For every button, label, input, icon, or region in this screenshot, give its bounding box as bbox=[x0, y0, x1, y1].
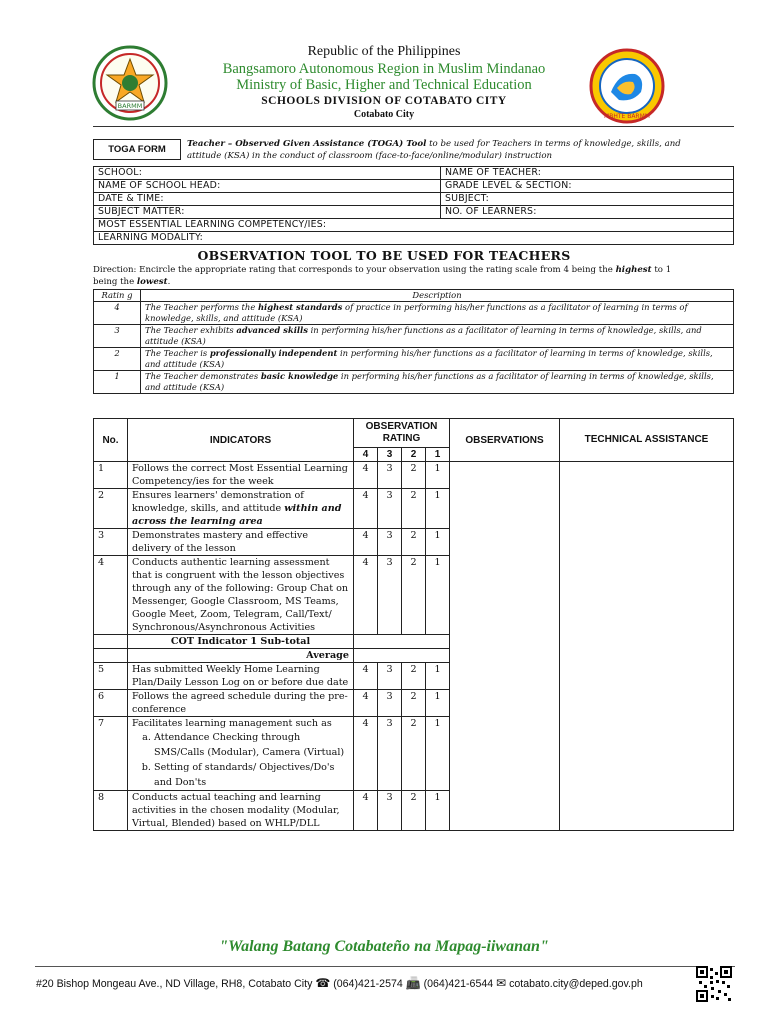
indicator-text-plain: Facilitates learning management such as bbox=[132, 718, 332, 729]
rating-desc-c: in performing his/her functions as a facilitator of learning in terms of knowledge, skills, and attitude (KSA) bbox=[145, 348, 713, 369]
rating-description bbox=[141, 325, 734, 348]
toga-description bbox=[187, 138, 697, 162]
header-republic: Republic of the Philippines bbox=[307, 44, 461, 59]
header-ministry: Ministry of Basic, Higher and Technical Education bbox=[236, 77, 532, 93]
rating-option-4[interactable]: 4 bbox=[354, 663, 378, 690]
info-subject-matter[interactable]: SUBJECT MATTER: bbox=[94, 206, 441, 219]
info-learners[interactable]: NO. OF LEARNERS: bbox=[441, 206, 734, 219]
rating-desc-b: professionally independent bbox=[209, 348, 338, 358]
rating-desc-a: The Teacher performs the bbox=[145, 302, 258, 312]
rating-option-1[interactable]: 1 bbox=[426, 717, 450, 791]
average-value[interactable] bbox=[354, 649, 450, 663]
footer-contact bbox=[36, 976, 696, 990]
indicator-text: Follows the agreed schedule during the pre-conference bbox=[128, 690, 354, 717]
rating-option-4[interactable]: 4 bbox=[354, 529, 378, 556]
indicator-text-emphasis: within and across the learning area bbox=[132, 503, 342, 527]
direction-text bbox=[93, 264, 693, 288]
info-row bbox=[94, 167, 734, 180]
qr-code-icon[interactable] bbox=[696, 966, 732, 1002]
direction-lowest: lowest bbox=[136, 277, 168, 287]
email-icon: ✉ bbox=[496, 976, 507, 990]
rating-option-1[interactable]: 1 bbox=[426, 462, 450, 489]
rating-header: Ratin g bbox=[94, 290, 141, 302]
technical-assistance-cell[interactable] bbox=[560, 462, 734, 831]
rating-option-2[interactable]: 2 bbox=[402, 556, 426, 635]
rating-description bbox=[141, 302, 734, 325]
info-school-head[interactable]: NAME OF SCHOOL HEAD: bbox=[94, 180, 441, 193]
info-row bbox=[94, 219, 734, 232]
rating-option-2[interactable]: 2 bbox=[402, 690, 426, 717]
footer-address: #20 Bishop Mongeau Ave., ND Village, RH8, Cotabato City bbox=[36, 978, 313, 990]
rating-option-1[interactable]: 1 bbox=[426, 529, 450, 556]
rating-option-4[interactable]: 4 bbox=[354, 791, 378, 831]
footer-email[interactable]: cotabato.city@deped.gov.ph bbox=[509, 978, 643, 990]
rating-option-4[interactable]: 4 bbox=[354, 690, 378, 717]
rating-desc-c: of practice in performing his/her functions as a facilitator of learning in terms of knowledge, skills, and attitude (KSA) bbox=[145, 302, 688, 323]
rating-option-2[interactable]: 2 bbox=[402, 489, 426, 529]
header-region: Bangsamoro Autonomous Region in Muslim Mindanao bbox=[222, 61, 546, 77]
info-school[interactable]: SCHOOL: bbox=[94, 167, 441, 180]
row-number: 2 bbox=[94, 489, 128, 529]
observation-tool-title: OBSERVATION TOOL TO BE USED FOR TEACHERS bbox=[197, 248, 571, 263]
rating-description bbox=[141, 348, 734, 371]
rating-option-2[interactable]: 2 bbox=[402, 462, 426, 489]
rating-desc-c: in performing his/her functions as a facilitator of learning in terms of knowledge, skills, and attitude (KSA) bbox=[145, 371, 714, 392]
info-row bbox=[94, 206, 734, 219]
rating-option-2[interactable]: 2 bbox=[402, 663, 426, 690]
rating-desc-b: advanced skills bbox=[236, 325, 308, 335]
col-observation-rating: OBSERVATION RATING bbox=[354, 419, 450, 448]
subtotal-value[interactable] bbox=[354, 635, 450, 649]
rating-desc-a: The Teacher exhibits bbox=[145, 325, 237, 335]
rating-option-1[interactable]: 1 bbox=[426, 690, 450, 717]
rating-desc-c: in performing his/her functions as a facilitator of learning in terms of knowledge, skills, and attitude (KSA) bbox=[145, 325, 702, 346]
rating-option-2[interactable]: 2 bbox=[402, 529, 426, 556]
col-technical-assistance: TECHNICAL ASSISTANCE bbox=[560, 419, 734, 462]
telephone-icon: ☎ bbox=[315, 976, 331, 990]
rating-option-2[interactable]: 2 bbox=[402, 791, 426, 831]
header-divider bbox=[93, 126, 734, 127]
row-number: 1 bbox=[94, 462, 128, 489]
description-header: Description bbox=[141, 290, 734, 302]
info-row bbox=[94, 180, 734, 193]
table-header-row bbox=[94, 419, 734, 448]
rating-desc-b: basic knowledge bbox=[260, 371, 339, 381]
info-row bbox=[94, 193, 734, 206]
row-number: 3 bbox=[94, 529, 128, 556]
rating-option-1[interactable]: 1 bbox=[426, 663, 450, 690]
rating-option-4[interactable]: 4 bbox=[354, 556, 378, 635]
indicator-text: Follows the correct Most Essential Learning Competency/ies for the week bbox=[128, 462, 354, 489]
row-number: 8 bbox=[94, 791, 128, 831]
rating-option-4[interactable]: 4 bbox=[354, 489, 378, 529]
right-seal-text: MBHTE BARMM bbox=[604, 113, 650, 120]
scale-3: 3 bbox=[378, 448, 402, 462]
rating-option-4[interactable]: 4 bbox=[354, 717, 378, 791]
toga-desc-bold: Teacher – Observed Given Assistance (TOGA) Tool bbox=[187, 139, 427, 149]
teacher-info-table bbox=[93, 166, 734, 245]
toga-form-label: TOGA FORM bbox=[93, 139, 181, 160]
row-number: 4 bbox=[94, 556, 128, 635]
scale-2: 2 bbox=[402, 448, 426, 462]
rating-option-3[interactable]: 3 bbox=[378, 489, 402, 529]
row-number: 6 bbox=[94, 690, 128, 717]
rating-option-4[interactable]: 4 bbox=[354, 462, 378, 489]
list-item: b. Setting of standards/ Objectives/Do's and Don'ts bbox=[154, 760, 349, 790]
rating-desc-b: highest standards bbox=[257, 302, 343, 312]
rating-scale-table bbox=[93, 289, 734, 394]
footer-divider bbox=[35, 966, 735, 967]
list-item: a. Attendance Checking through SMS/Calls (Modular), Camera (Virtual) bbox=[154, 730, 349, 760]
indicator-text: Conducts actual teaching and learning activities in the chosen modality (Modular, Virtual, Blended) based on WHLP/DLL bbox=[128, 791, 354, 831]
col-observations: OBSERVATIONS bbox=[450, 419, 560, 462]
rating-value: 3 bbox=[94, 325, 141, 348]
indicator-sublist bbox=[132, 730, 349, 790]
rating-header-row bbox=[94, 290, 734, 302]
fax-icon: 📠 bbox=[405, 976, 421, 990]
rating-row bbox=[94, 348, 734, 371]
rating-option-3[interactable]: 3 bbox=[378, 529, 402, 556]
rating-option-1[interactable]: 1 bbox=[426, 556, 450, 635]
subtotal-blank bbox=[94, 635, 128, 649]
rating-option-3[interactable]: 3 bbox=[378, 663, 402, 690]
row-number: 7 bbox=[94, 717, 128, 791]
footer-motto: "Walang Batang Cotabateño na Mapag-iiwanan" bbox=[219, 938, 549, 955]
indicator-text: Conducts authentic learning assessment that is congruent with the lesson objectives through any of the following: Group Chat on Messenger, Google Classroom, MS Teams, Google Meet, Zoom, Telegram, Call/Text/ Synchronous/Asynchronous Activities bbox=[128, 556, 354, 635]
indicator-text-plain: Ensures learners' demonstration of knowledge, skills, and attitude bbox=[132, 490, 304, 514]
col-no: No. bbox=[94, 419, 128, 462]
rating-desc-a: The Teacher demonstrates bbox=[145, 371, 261, 381]
header-city: Cotabato City bbox=[353, 109, 415, 120]
observation-table bbox=[93, 418, 734, 831]
subtotal-label: COT Indicator 1 Sub-total bbox=[128, 635, 354, 649]
info-teacher[interactable]: NAME OF TEACHER: bbox=[441, 167, 734, 180]
info-subject[interactable]: SUBJECT: bbox=[441, 193, 734, 206]
rating-value: 4 bbox=[94, 302, 141, 325]
scale-1: 1 bbox=[426, 448, 450, 462]
rating-option-3[interactable]: 3 bbox=[378, 717, 402, 791]
rating-row bbox=[94, 302, 734, 325]
toga-desc-rest: to be used for Teachers in terms of knowledge, skills, and attitude (KSA) in the conduct of classroom (face-to-face/online/modular) instruction bbox=[187, 139, 681, 161]
direction-end: . bbox=[167, 277, 171, 287]
rating-option-1[interactable]: 1 bbox=[426, 489, 450, 529]
rating-value: 1 bbox=[94, 371, 141, 394]
direction-pre: Direction: Encircle the appropriate rating that corresponds to your observation using the rating scale from 4 being the bbox=[93, 265, 616, 275]
info-grade-level[interactable]: GRADE LEVEL & SECTION: bbox=[441, 180, 734, 193]
rating-option-3[interactable]: 3 bbox=[378, 462, 402, 489]
rating-row bbox=[94, 325, 734, 348]
rating-option-3[interactable]: 3 bbox=[378, 690, 402, 717]
info-modality[interactable]: LEARNING MODALITY: bbox=[94, 232, 734, 245]
indicator-text: Demonstrates mastery and effective delivery of the lesson bbox=[128, 529, 354, 556]
rating-value: 2 bbox=[94, 348, 141, 371]
rating-option-3[interactable]: 3 bbox=[378, 791, 402, 831]
direction-highest: highest bbox=[615, 265, 652, 275]
rating-option-1[interactable]: 1 bbox=[426, 791, 450, 831]
info-melc[interactable]: MOST ESSENTIAL LEARNING COMPETENCY/IES: bbox=[94, 219, 734, 232]
info-row bbox=[94, 232, 734, 245]
direction-mid: to 1 being the bbox=[93, 265, 672, 287]
rating-option-2[interactable]: 2 bbox=[402, 717, 426, 791]
header-division: SCHOOLS DIVISION OF COTABATO CITY bbox=[261, 95, 507, 107]
scale-4: 4 bbox=[354, 448, 378, 462]
average-label: Average bbox=[128, 649, 354, 663]
indicator-text: Has submitted Weekly Home Learning Plan/Daily Lesson Log on or before due date bbox=[128, 663, 354, 690]
footer-fax[interactable]: (064)421-6544 bbox=[423, 978, 494, 990]
indicator-text bbox=[128, 489, 354, 529]
observations-cell[interactable] bbox=[450, 462, 560, 831]
info-date-time[interactable]: DATE & TIME: bbox=[94, 193, 441, 206]
rating-desc-a: The Teacher is bbox=[145, 348, 210, 358]
rating-description bbox=[141, 371, 734, 394]
rating-option-3[interactable]: 3 bbox=[378, 556, 402, 635]
indicator-text bbox=[128, 717, 354, 791]
footer-phone[interactable]: (064)421-2574 bbox=[333, 978, 403, 990]
row-number: 5 bbox=[94, 663, 128, 690]
rating-row bbox=[94, 371, 734, 394]
left-seal-text: BARMM bbox=[117, 102, 143, 110]
table-row bbox=[94, 462, 734, 489]
average-blank bbox=[94, 649, 128, 663]
col-indicators: INDICATORS bbox=[128, 419, 354, 462]
